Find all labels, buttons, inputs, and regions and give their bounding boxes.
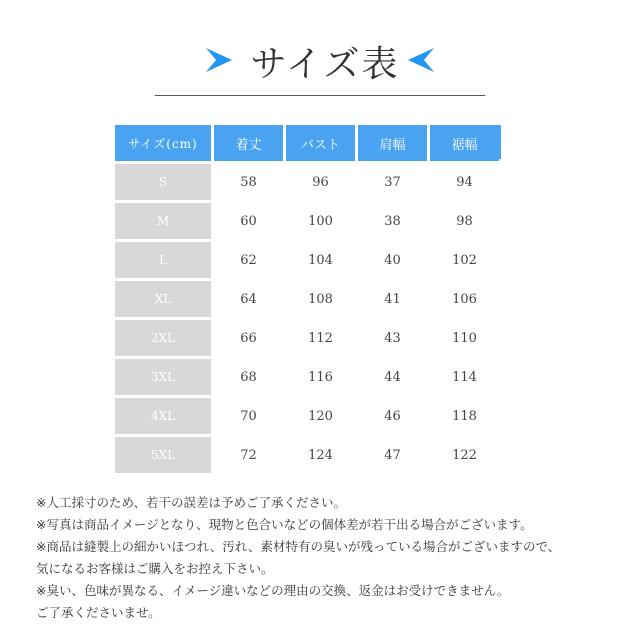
value-cell: 58 [240,174,257,190]
title-divider [155,95,485,96]
notes [36,492,626,624]
header-bust: バスト [286,125,355,161]
table-header-row [115,125,499,161]
size-table [112,122,502,476]
value-cell: 106 [452,291,477,307]
header-hem: 裾幅 [430,125,499,161]
table-row [115,359,499,395]
note-line: ※商品は縫製上の細かいほつれ、汚れ、素材特有の臭いが残っている場合がございますので、 [36,539,561,554]
size-cell: 3XL [115,359,211,395]
value-cell: 122 [452,447,477,463]
chevron-left-icon [406,46,436,74]
value-cell: 37 [384,174,401,190]
table-row [115,437,499,473]
value-cell: 68 [240,369,257,385]
chevron-right-icon [204,46,234,74]
header-size: サイズ(cm) [115,125,211,161]
value-cell: 124 [308,447,333,463]
note-line: 気になるお客様はご購入をお控え下さい。 [36,561,274,576]
size-cell: 5XL [115,437,211,473]
value-cell: 60 [240,213,257,229]
value-cell: 108 [308,291,333,307]
table-row [115,203,499,239]
value-cell: 72 [240,447,257,463]
page-title: サイズ表 [250,44,400,85]
header-length: 着丈 [214,125,283,161]
size-cell: S [115,164,211,200]
note-line: ※臭い、色味が異なる、イメージ違いなどの理由の交換、返金はお受けできません。 [36,583,510,598]
value-cell: 112 [308,330,333,346]
size-cell: L [115,242,211,278]
table-row [115,320,499,356]
value-cell: 46 [384,408,401,424]
value-cell: 104 [308,252,333,268]
value-cell: 102 [452,252,477,268]
header-shoulder: 肩幅 [358,125,427,161]
value-cell: 114 [452,369,477,385]
note-line: ※写真は商品イメージとなり、現物と色合いなどの個体差が若干出る場合がございます。 [36,517,533,532]
table-row [115,398,499,434]
value-cell: 40 [384,252,401,268]
value-cell: 38 [384,213,401,229]
table-row [115,242,499,278]
value-cell: 96 [312,174,329,190]
value-cell: 94 [456,174,473,190]
size-cell: 2XL [115,320,211,356]
value-cell: 110 [452,330,477,346]
header-edge-decoration [499,125,501,159]
value-cell: 120 [308,408,333,424]
value-cell: 100 [308,213,333,229]
size-cell: M [115,203,211,239]
table-row [115,164,499,200]
value-cell: 64 [240,291,257,307]
note-line: ご了承くださいませ。 [36,605,161,620]
value-cell: 98 [456,213,473,229]
value-cell: 66 [240,330,257,346]
note-line: ※人工採寸のため、若干の誤差は予めご了承ください。 [36,495,346,510]
value-cell: 116 [308,369,333,385]
value-cell: 118 [452,408,477,424]
size-cell: XL [115,281,211,317]
value-cell: 43 [384,330,401,346]
value-cell: 44 [384,369,401,385]
title-banner [0,30,640,90]
value-cell: 47 [384,447,401,463]
size-cell: 4XL [115,398,211,434]
value-cell: 62 [240,252,257,268]
table-row [115,281,499,317]
value-cell: 70 [240,408,257,424]
value-cell: 41 [384,291,401,307]
